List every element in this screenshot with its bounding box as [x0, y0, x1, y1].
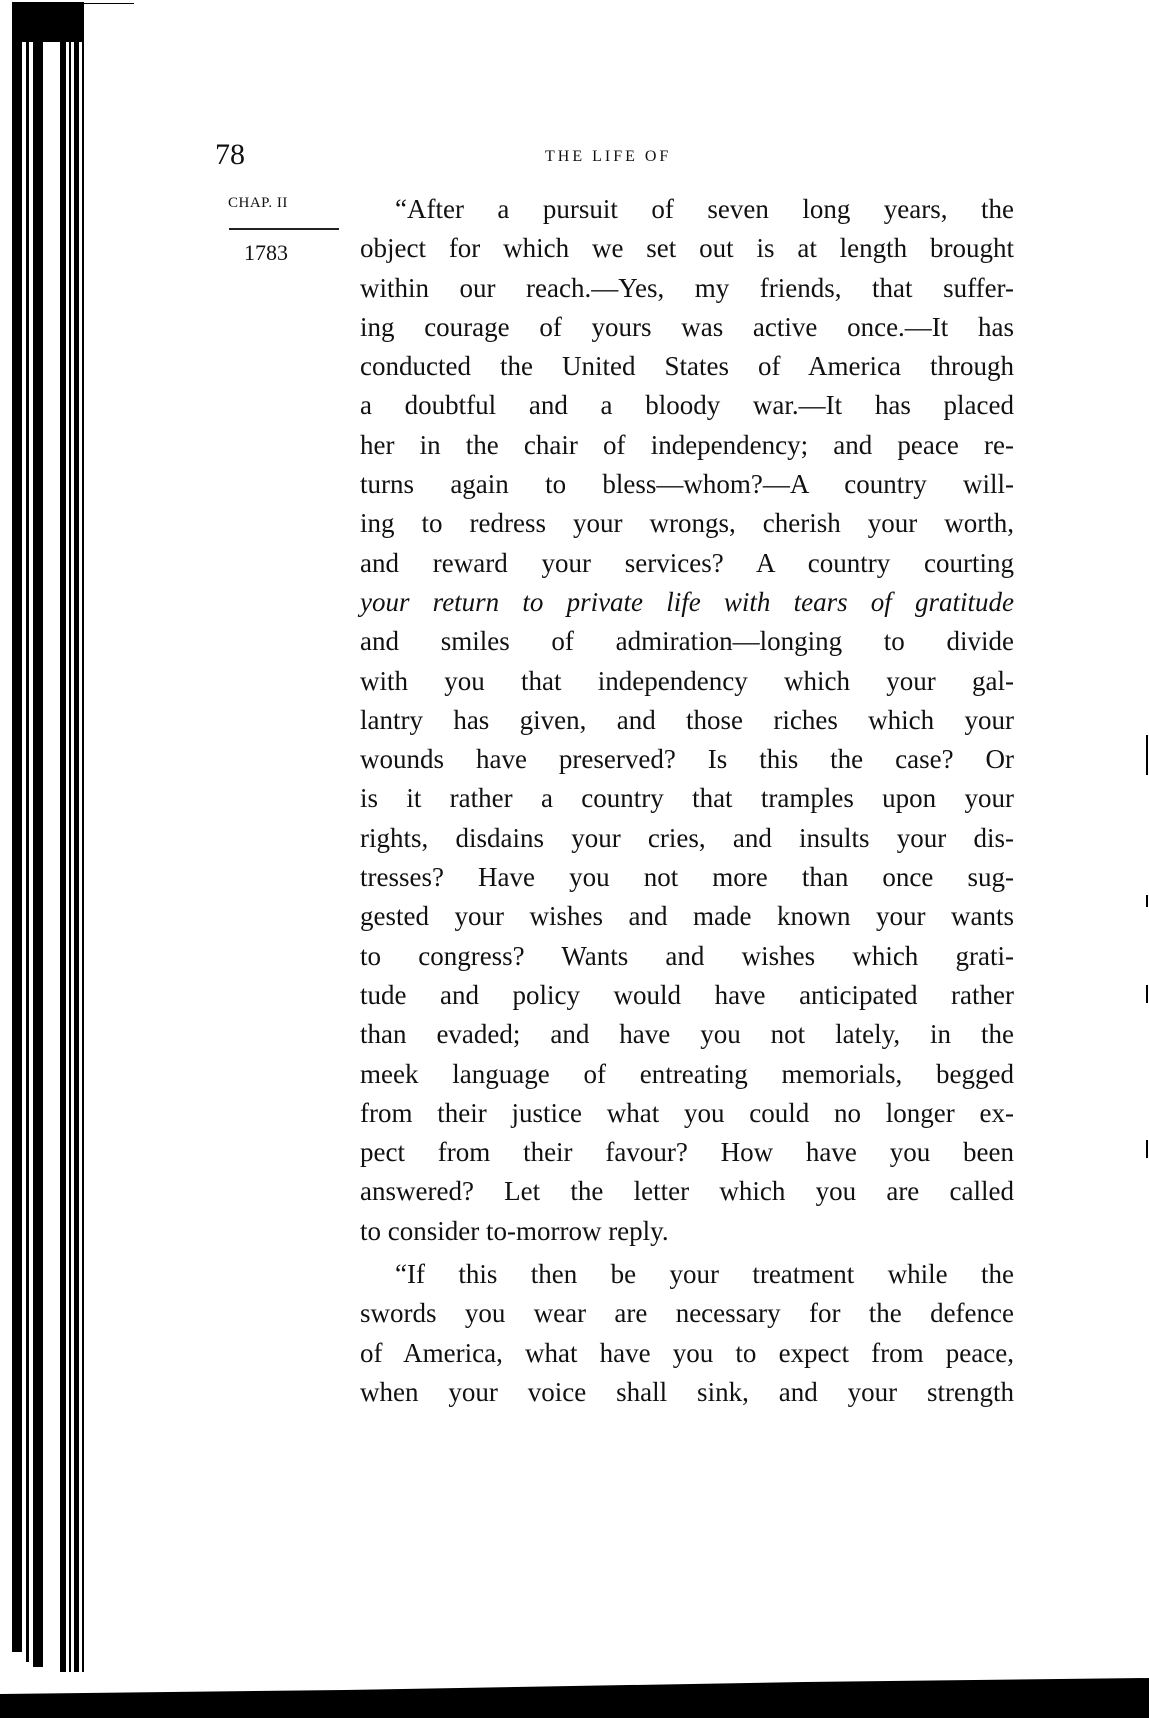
book-binding-edge — [0, 0, 95, 1718]
text-line: conducted the United States of America through — [360, 351, 1014, 382]
text-line: “After a pursuit of seven long years, the — [395, 194, 1014, 224]
body-text — [360, 190, 1014, 1412]
text-line: ing courage of yours was active once.—It has — [360, 311, 1014, 342]
text-line: within our reach.—Yes, my friends, that suffer- — [360, 272, 1014, 303]
text-line: rights, disdains your cries, and insults your dis- — [360, 822, 1014, 853]
text-line: object for which we set out is at length brought — [360, 233, 1014, 264]
text-line: gested your wishes and made known your wants — [360, 901, 1014, 932]
scan-artifact — [1146, 735, 1148, 775]
text-line: “If this then be your treatment while the — [395, 1259, 1014, 1290]
scan-edge-line — [84, 3, 134, 4]
scan-artifact — [1146, 985, 1148, 1003]
text-line: than evaded; and have you not lately, in the — [360, 1019, 1014, 1050]
scan-artifact — [1146, 895, 1148, 907]
text-line: from their justice what you could no longer ex- — [360, 1097, 1014, 1128]
text-line: tude and policy would have anticipated rather — [360, 979, 1014, 1010]
text-line: meek language of entreating memorials, begged — [360, 1058, 1014, 1089]
text-line: her in the chair of independency; and peace re- — [360, 429, 1014, 460]
text-line: when your voice shall sink, and your strength — [360, 1376, 1014, 1407]
text-line: is it rather a country that tramples upon your — [360, 783, 1014, 814]
text-line: swords you wear are necessary for the defence — [360, 1298, 1014, 1329]
text-line: a doubtful and a bloody war.—It has placed — [360, 390, 1014, 421]
book-bottom-edge — [0, 1678, 1149, 1718]
text-line: with you that independency which your gal- — [360, 665, 1014, 696]
paragraph — [360, 190, 1014, 1251]
margin-chapter-note: CHAP. II — [228, 195, 288, 211]
margin-divider — [229, 228, 339, 230]
text-line: pect from their favour? How have you been — [360, 1137, 1014, 1168]
text-line: answered? Let the letter which you are called — [360, 1176, 1014, 1207]
text-line: ing to redress your wrongs, cherish your worth, — [360, 508, 1014, 539]
text-line: and smiles of admiration—longing to divide — [360, 626, 1014, 657]
margin-year-note: 1783 — [244, 240, 288, 265]
running-head: THE LIFE OF — [545, 148, 672, 165]
text-line: tresses? Have you not more than once sug- — [360, 862, 1014, 893]
text-line: to consider to-morrow reply. — [360, 1215, 669, 1246]
page-number: 78 — [215, 138, 245, 171]
text-line: of America, what have you to expect from peace, — [360, 1337, 1014, 1368]
scan-artifact — [1146, 1140, 1148, 1158]
text-line: turns again to bless—whom?—A country will- — [360, 469, 1014, 500]
text-line: to congress? Wants and wishes which grati- — [360, 940, 1014, 971]
paragraph — [360, 1255, 1014, 1412]
text-line: wounds have preserved? Is this the case? Or — [360, 744, 1014, 775]
text-line: and reward your services? A country courting — [360, 547, 1014, 578]
text-line: your return to private life with tears of gratitude — [360, 586, 1014, 617]
text-line: lantry has given, and those riches which your — [360, 704, 1014, 735]
